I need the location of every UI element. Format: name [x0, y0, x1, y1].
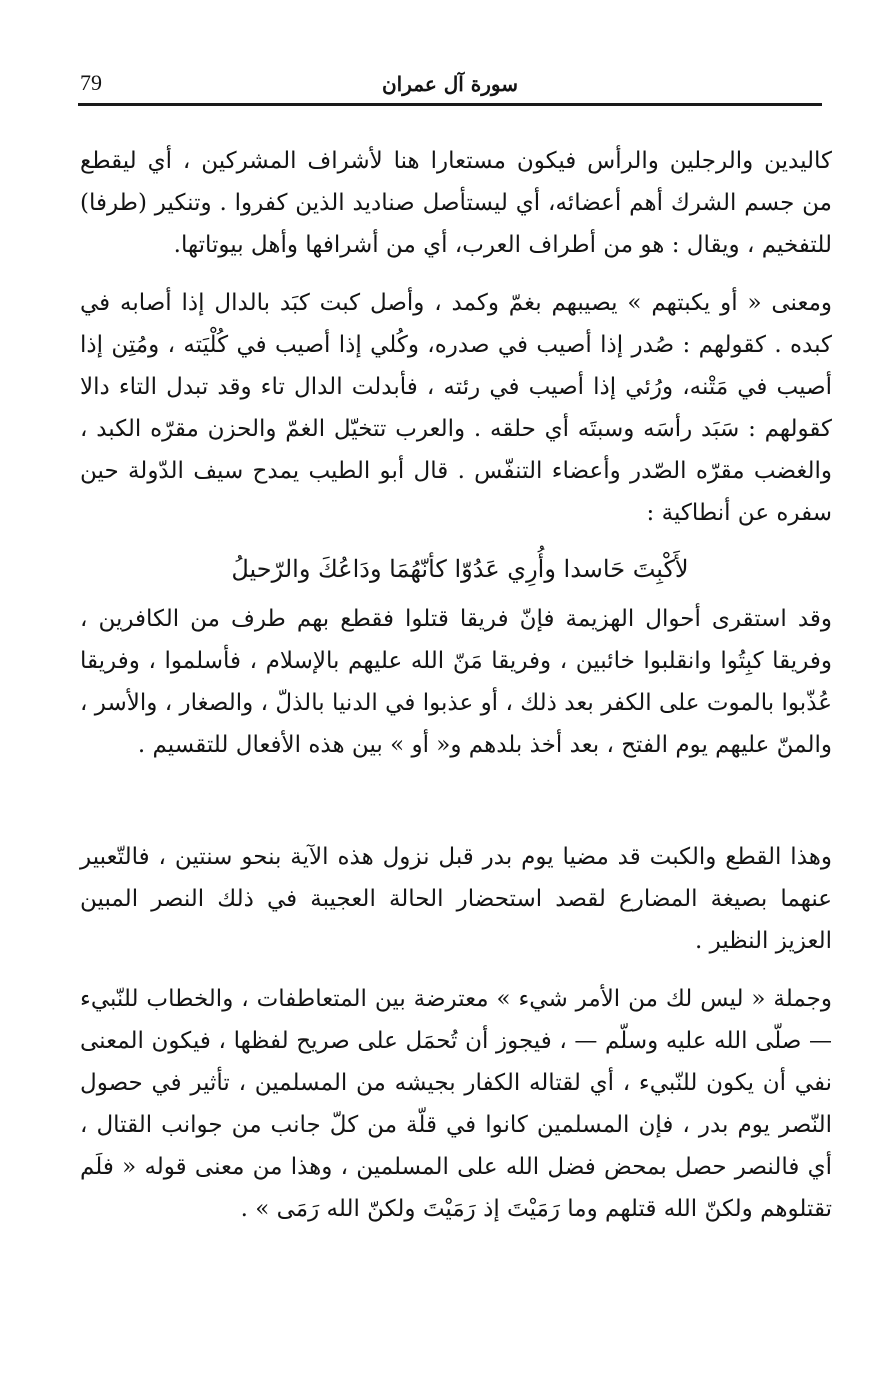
- paragraph-4: وهذا القطع والكبت قد مضيا يوم بدر قبل نزول هذه الآية بنحو سنتين ، فالتّعبير عنهما بصيغة المضارع لقصد استحضار الحالة العجيبة في ذلك النصر المبين العزيز النظير .: [80, 844, 832, 954]
- paragraph-2: ومعنى « أو يكبتهم » يصيبهم بغمّ وكمد ، وأصل كبت كبَد بالدال إذا أصابه في كبده . كقولهم : صُدر إذا أصيب في صدره، وكُلي إذا أصيب في كُلْيَته ، ومُتِن إذا أصيب في مَتْنه، ورُئي إذا أصيب في رئته ، فأبدلت الدال تاء وقد تبدل التاء دالا كقولهم : سَبَد رأسَه وسبتَه أي حلقه . والعرب تتخيّل الغمّ والحزن مقرّه الكبد ، والغضب مقرّه الصّدر وأعضاء التنفّس . قال أبو الطيب يمدح سيف الدّولة حين سفره عن أنطاكية :: [80, 290, 832, 526]
- header-divider: [78, 103, 822, 106]
- paragraph-5: وجملة « ليس لك من الأمر شيء » معترضة بين المتعاطفات ، والخطاب للنّبيء — صلّى الله عليه وسلّم — ، فيجوز أن تُحمَل على صريح لفظها ، فيكون المعنى نفي أن يكون للنّبيء ، أي لقتاله الكفار بجيشه من المسلمين ، تأثير في حصول النّصر يوم بدر ، فإن المسلمين كانوا في قلّة من كلّ جانب من جوانب القتال ، أي فالنصر حصل بمحض فضل الله على المسلمين ، وهذا من معنى قوله « فلَم تقتلوهم ولكنّ الله قتلهم وما رَمَيْتَ إذ رَمَيْتَ ولكنّ الله رَمَى » .: [80, 986, 832, 1222]
- poetry-verse: لأَكْبِتَ حَاسدا وأُرِي عَدُوّا كأنّهُمَا ودَاعُكَ والرّحيلُ: [231, 555, 689, 583]
- paragraph-1: كاليدين والرجلين والرأس فيكون مستعارا هنا لأشراف المشركين ، أي ليقطع من جسم الشرك أهم أعضائه، أي ليستأصل صناديد الذين كفروا . وتنكير (طرفا) للتفخيم ، ويقال : هو من أطراف العرب، أي من أشرافها وأهل بيوتاتها.: [80, 148, 832, 258]
- page-number: 79: [80, 70, 102, 95]
- paragraph-3: وقد استقرى أحوال الهزيمة فإنّ فريقا قتلوا فقطع بهم طرف من الكافرين ، وفريقا كبِتُوا وانقلبوا خائبين ، وفريقا مَنّ الله عليهم بالإسلام ، فأسلموا ، وفريقا عُذّبوا بالموت على الكفر بعد ذلك ، أو عذبوا في الدنيا بالذلّ ، والصغار ، والأسر ، والمنّ عليهم يوم الفتح ، بعد أخذ بلدهم و« أو » بين هذه الأفعال للتقسيم .: [80, 606, 832, 758]
- running-title: سورة آل عمران: [381, 72, 518, 96]
